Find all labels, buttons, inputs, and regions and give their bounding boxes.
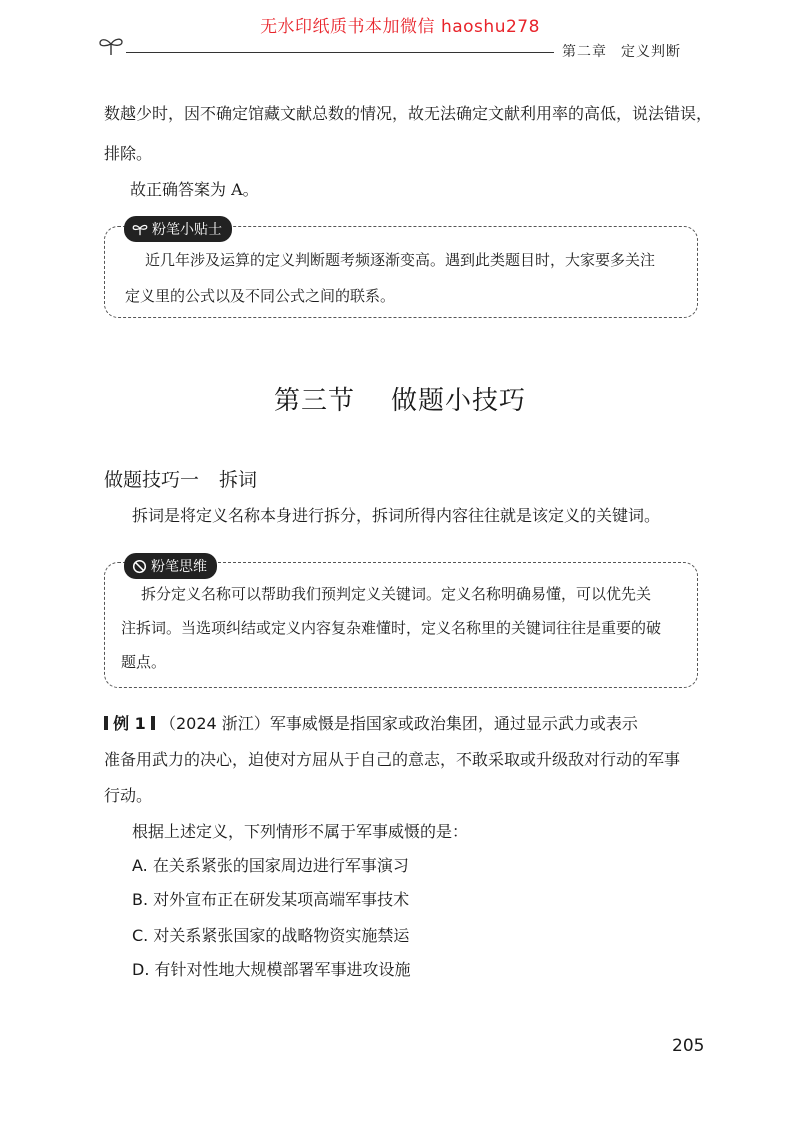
paragraph-line: 排除。	[104, 144, 153, 163]
example-source: （2024 浙江）	[160, 714, 270, 733]
tip-text-line: 近几年涉及运算的定义判断题考频逐渐变高。遇到此类题目时，大家要多关注	[145, 251, 656, 269]
tip-badge	[124, 216, 232, 242]
sprout-icon	[132, 222, 148, 236]
example-text: 军事威慑是指国家或政治集团，通过显示武力或表示	[269, 714, 638, 733]
example-first-line	[104, 716, 638, 732]
tip-badge-label: 粉笔小贴士	[152, 222, 222, 238]
option-b: B. 对外宣布正在研发某项高端军事技术	[132, 890, 410, 909]
option-a: A. 在关系紧张的国家周边进行军事演习	[132, 856, 409, 875]
header-rule	[126, 52, 554, 53]
example-bar-left	[104, 716, 108, 730]
example-text-line: 准备用武力的决心，迫使对方屈从于自己的意志，不敢采取或升级敌对行动的军事	[104, 750, 681, 769]
chapter-number: 第二章	[562, 44, 607, 60]
technique-description: 拆词是将定义名称本身进行拆分，拆词所得内容往往就是该定义的关键词。	[132, 506, 661, 525]
section-name: 做题小技巧	[391, 386, 527, 416]
section-number: 第三节	[273, 386, 355, 416]
chapter-title: 定义判断	[621, 44, 681, 60]
section-title	[0, 380, 800, 417]
thinking-box	[104, 562, 698, 688]
paragraph-line: 数越少时，因不确定馆藏文献总数的情况，故无法确定文献利用率的高低，说法错误，	[104, 104, 713, 123]
thinking-text-line: 题点。	[121, 653, 167, 671]
option-c: C. 对关系紧张国家的战略物资实施禁运	[132, 926, 410, 945]
technique-heading	[104, 465, 257, 492]
technique-name: 拆词	[219, 469, 258, 491]
answer-line: 故正确答案为 A。	[130, 180, 259, 199]
page-number: 205	[672, 1036, 705, 1056]
watermark-text: 无水印纸质书本加微信 haoshu278	[260, 17, 540, 37]
example-text-line: 行动。	[104, 786, 153, 805]
technique-number: 做题技巧一	[104, 469, 200, 491]
option-d: D. 有针对性地大规模部署军事进攻设施	[132, 960, 411, 979]
example-label: 例 1	[113, 714, 146, 733]
sprout-icon	[98, 34, 124, 56]
thinking-badge	[124, 553, 217, 579]
thinking-text-line: 拆分定义名称可以帮助我们预判定义关键词。定义名称明确易懂，可以优先关	[141, 585, 652, 603]
chapter-header	[562, 41, 681, 61]
tip-text-line: 定义里的公式以及不同公式之间的联系。	[125, 287, 396, 305]
example-bar-right	[151, 716, 155, 730]
no-entry-icon	[132, 559, 147, 574]
thinking-badge-label: 粉笔思维	[151, 559, 207, 575]
thinking-text-line: 注拆词。当选项纠结或定义内容复杂难懂时，定义名称里的关键词往往是重要的破	[121, 619, 662, 637]
example-question: 根据上述定义，下列情形不属于军事威慑的是：	[132, 822, 469, 841]
